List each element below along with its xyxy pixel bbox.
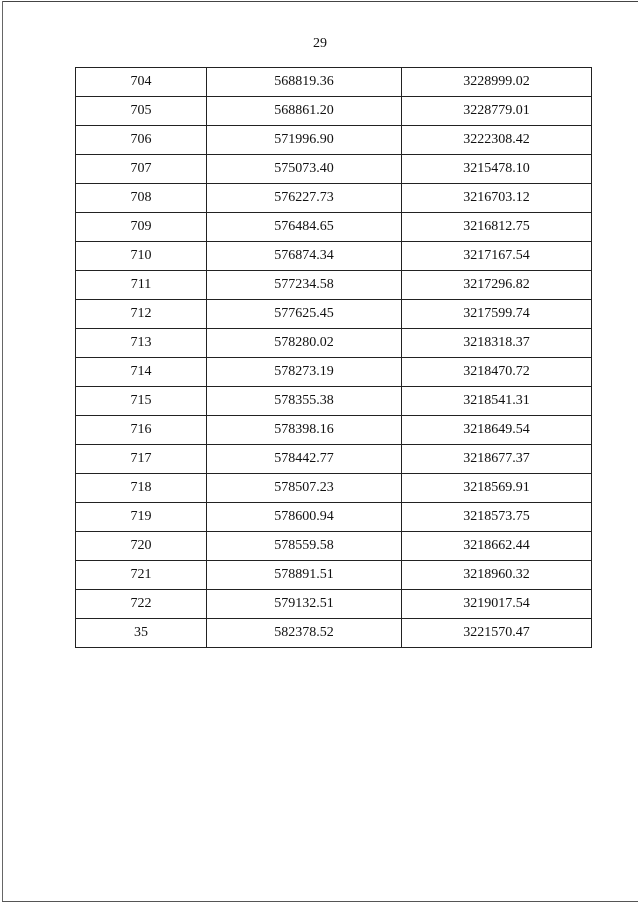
point-id-cell: 722 — [76, 590, 207, 619]
table-row — [76, 532, 592, 561]
table-row — [76, 358, 592, 387]
table-row — [76, 97, 592, 126]
point-id-cell: 708 — [76, 184, 207, 213]
y-coordinate-cell: 3215478.10 — [402, 155, 592, 184]
y-coordinate-cell: 3218569.91 — [402, 474, 592, 503]
table-row — [76, 184, 592, 213]
x-coordinate-cell: 578507.23 — [207, 474, 402, 503]
point-id-cell: 710 — [76, 242, 207, 271]
y-coordinate-cell: 3216703.12 — [402, 184, 592, 213]
x-coordinate-cell: 576227.73 — [207, 184, 402, 213]
x-coordinate-cell: 582378.52 — [207, 619, 402, 648]
x-coordinate-cell: 568861.20 — [207, 97, 402, 126]
y-coordinate-cell: 3217296.82 — [402, 271, 592, 300]
table-row — [76, 242, 592, 271]
y-coordinate-cell: 3218677.37 — [402, 445, 592, 474]
point-id-cell: 715 — [76, 387, 207, 416]
y-coordinate-cell: 3218960.32 — [402, 561, 592, 590]
y-coordinate-cell: 3222308.42 — [402, 126, 592, 155]
y-coordinate-cell: 3228779.01 — [402, 97, 592, 126]
x-coordinate-cell: 578273.19 — [207, 358, 402, 387]
y-coordinate-cell: 3219017.54 — [402, 590, 592, 619]
table-row — [76, 561, 592, 590]
table-row — [76, 474, 592, 503]
x-coordinate-cell: 577625.45 — [207, 300, 402, 329]
y-coordinate-cell: 3217167.54 — [402, 242, 592, 271]
point-id-cell: 706 — [76, 126, 207, 155]
point-id-cell: 709 — [76, 213, 207, 242]
table-row — [76, 619, 592, 648]
x-coordinate-cell: 576484.65 — [207, 213, 402, 242]
x-coordinate-cell: 578891.51 — [207, 561, 402, 590]
table-row — [76, 271, 592, 300]
point-id-cell: 719 — [76, 503, 207, 532]
page-border-bottom — [2, 901, 638, 902]
point-id-cell: 718 — [76, 474, 207, 503]
x-coordinate-cell: 578559.58 — [207, 532, 402, 561]
table-row — [76, 445, 592, 474]
y-coordinate-cell: 3217599.74 — [402, 300, 592, 329]
y-coordinate-cell: 3218573.75 — [402, 503, 592, 532]
x-coordinate-cell: 578600.94 — [207, 503, 402, 532]
coordinate-table-body — [76, 68, 592, 648]
coordinate-table — [75, 67, 592, 648]
x-coordinate-cell: 578355.38 — [207, 387, 402, 416]
table-row — [76, 503, 592, 532]
table-row — [76, 329, 592, 358]
x-coordinate-cell: 576874.34 — [207, 242, 402, 271]
point-id-cell: 35 — [76, 619, 207, 648]
table-row — [76, 590, 592, 619]
y-coordinate-cell: 3218649.54 — [402, 416, 592, 445]
point-id-cell: 716 — [76, 416, 207, 445]
table-row — [76, 300, 592, 329]
point-id-cell: 721 — [76, 561, 207, 590]
y-coordinate-cell: 3216812.75 — [402, 213, 592, 242]
table-row — [76, 68, 592, 97]
point-id-cell: 713 — [76, 329, 207, 358]
point-id-cell: 705 — [76, 97, 207, 126]
table-row — [76, 387, 592, 416]
y-coordinate-cell: 3218318.37 — [402, 329, 592, 358]
y-coordinate-cell: 3218541.31 — [402, 387, 592, 416]
table-row — [76, 213, 592, 242]
y-coordinate-cell: 3218662.44 — [402, 532, 592, 561]
x-coordinate-cell: 575073.40 — [207, 155, 402, 184]
point-id-cell: 712 — [76, 300, 207, 329]
table-row — [76, 416, 592, 445]
x-coordinate-cell: 571996.90 — [207, 126, 402, 155]
page-border-top — [2, 1, 638, 2]
x-coordinate-cell: 579132.51 — [207, 590, 402, 619]
point-id-cell: 720 — [76, 532, 207, 561]
y-coordinate-cell: 3221570.47 — [402, 619, 592, 648]
table-row — [76, 126, 592, 155]
point-id-cell: 717 — [76, 445, 207, 474]
page-number: 29 — [313, 36, 327, 51]
point-id-cell: 707 — [76, 155, 207, 184]
point-id-cell: 711 — [76, 271, 207, 300]
x-coordinate-cell: 578280.02 — [207, 329, 402, 358]
x-coordinate-cell: 577234.58 — [207, 271, 402, 300]
y-coordinate-cell: 3218470.72 — [402, 358, 592, 387]
table-row — [76, 155, 592, 184]
x-coordinate-cell: 578398.16 — [207, 416, 402, 445]
point-id-cell: 704 — [76, 68, 207, 97]
page-border-left — [2, 1, 3, 901]
x-coordinate-cell: 578442.77 — [207, 445, 402, 474]
point-id-cell: 714 — [76, 358, 207, 387]
x-coordinate-cell: 568819.36 — [207, 68, 402, 97]
y-coordinate-cell: 3228999.02 — [402, 68, 592, 97]
